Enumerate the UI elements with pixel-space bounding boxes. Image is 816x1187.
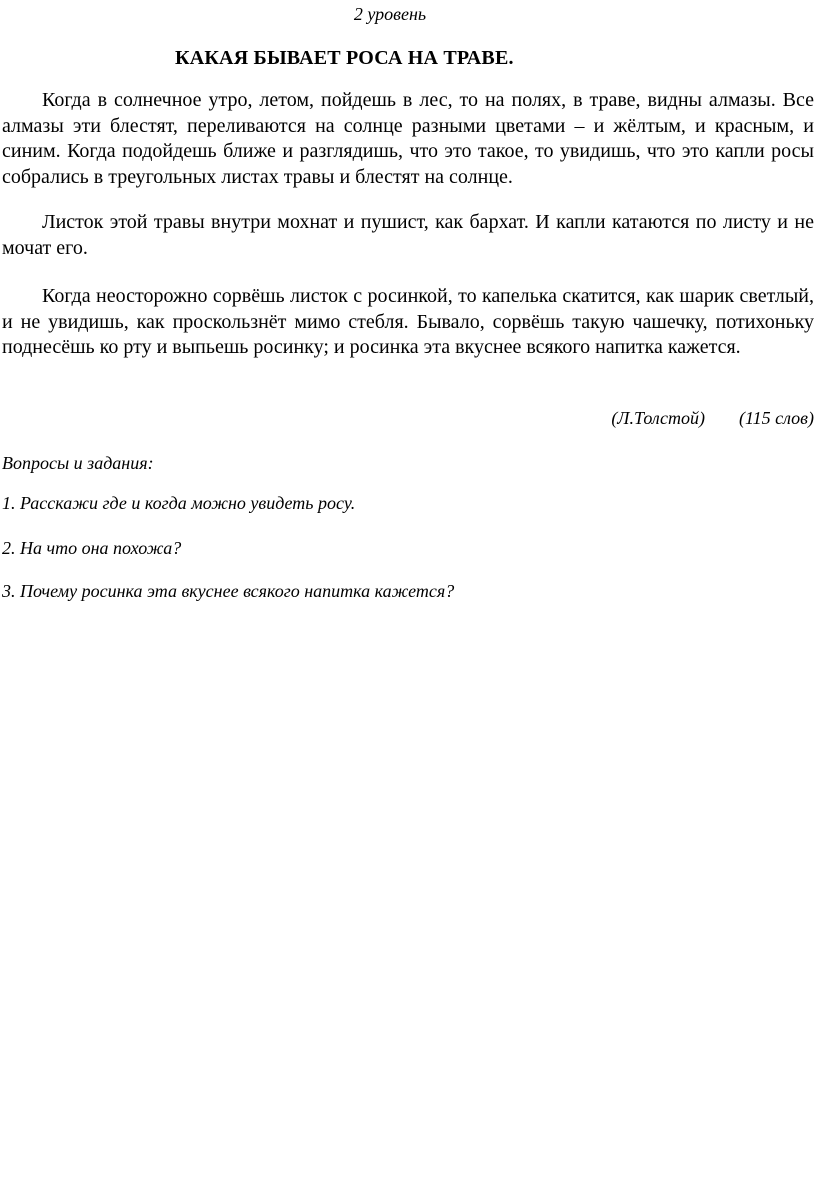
- page-title: КАКАЯ БЫВАЕТ РОСА НА ТРАВЕ.: [175, 47, 514, 69]
- level-label: 2 уровень: [353, 4, 427, 24]
- question-item-1: 1. Расскажи где и когда можно увидеть росу.: [2, 493, 356, 513]
- question-item-2: 2. На что она похожа?: [2, 538, 182, 558]
- author-label: (Л.Толстой): [611, 408, 705, 428]
- source-line: [611, 406, 814, 430]
- questions-heading: Вопросы и задания:: [2, 453, 154, 473]
- paragraph-1: Когда в солнечное утро, летом, пойдешь в лес, то на полях, в траве, видны алмазы. Все алмазы эти блестят, переливаются на солнце разными цветами – и жёлтым, и красным, и синим. Когда подойдешь ближе и разглядишь, что это такое, то увидишь, что это капли росы собрались в треугольных листах травы и блестят на солнце.: [2, 89, 814, 188]
- word-count-label: (115 слов): [738, 408, 814, 428]
- paragraph-2: Листок этой травы внутри мохнат и пушист, как бархат. И капли катаются по листу и не мочат его.: [2, 211, 814, 259]
- question-item-3: 3. Почему росинка эта вкуснее всякого напитка кажется?: [2, 581, 455, 601]
- paragraph-3: Когда неосторожно сорвёшь листок с росинкой, то капелька скатится, как шарик светлый, и не увидишь, как проскользнёт мимо стебля. Бывало, сорвёшь такую чашечку, потихоньку поднесёшь ко рту и выпьешь росинку; и росинка эта вкуснее всякого напитка кажется.: [2, 285, 814, 358]
